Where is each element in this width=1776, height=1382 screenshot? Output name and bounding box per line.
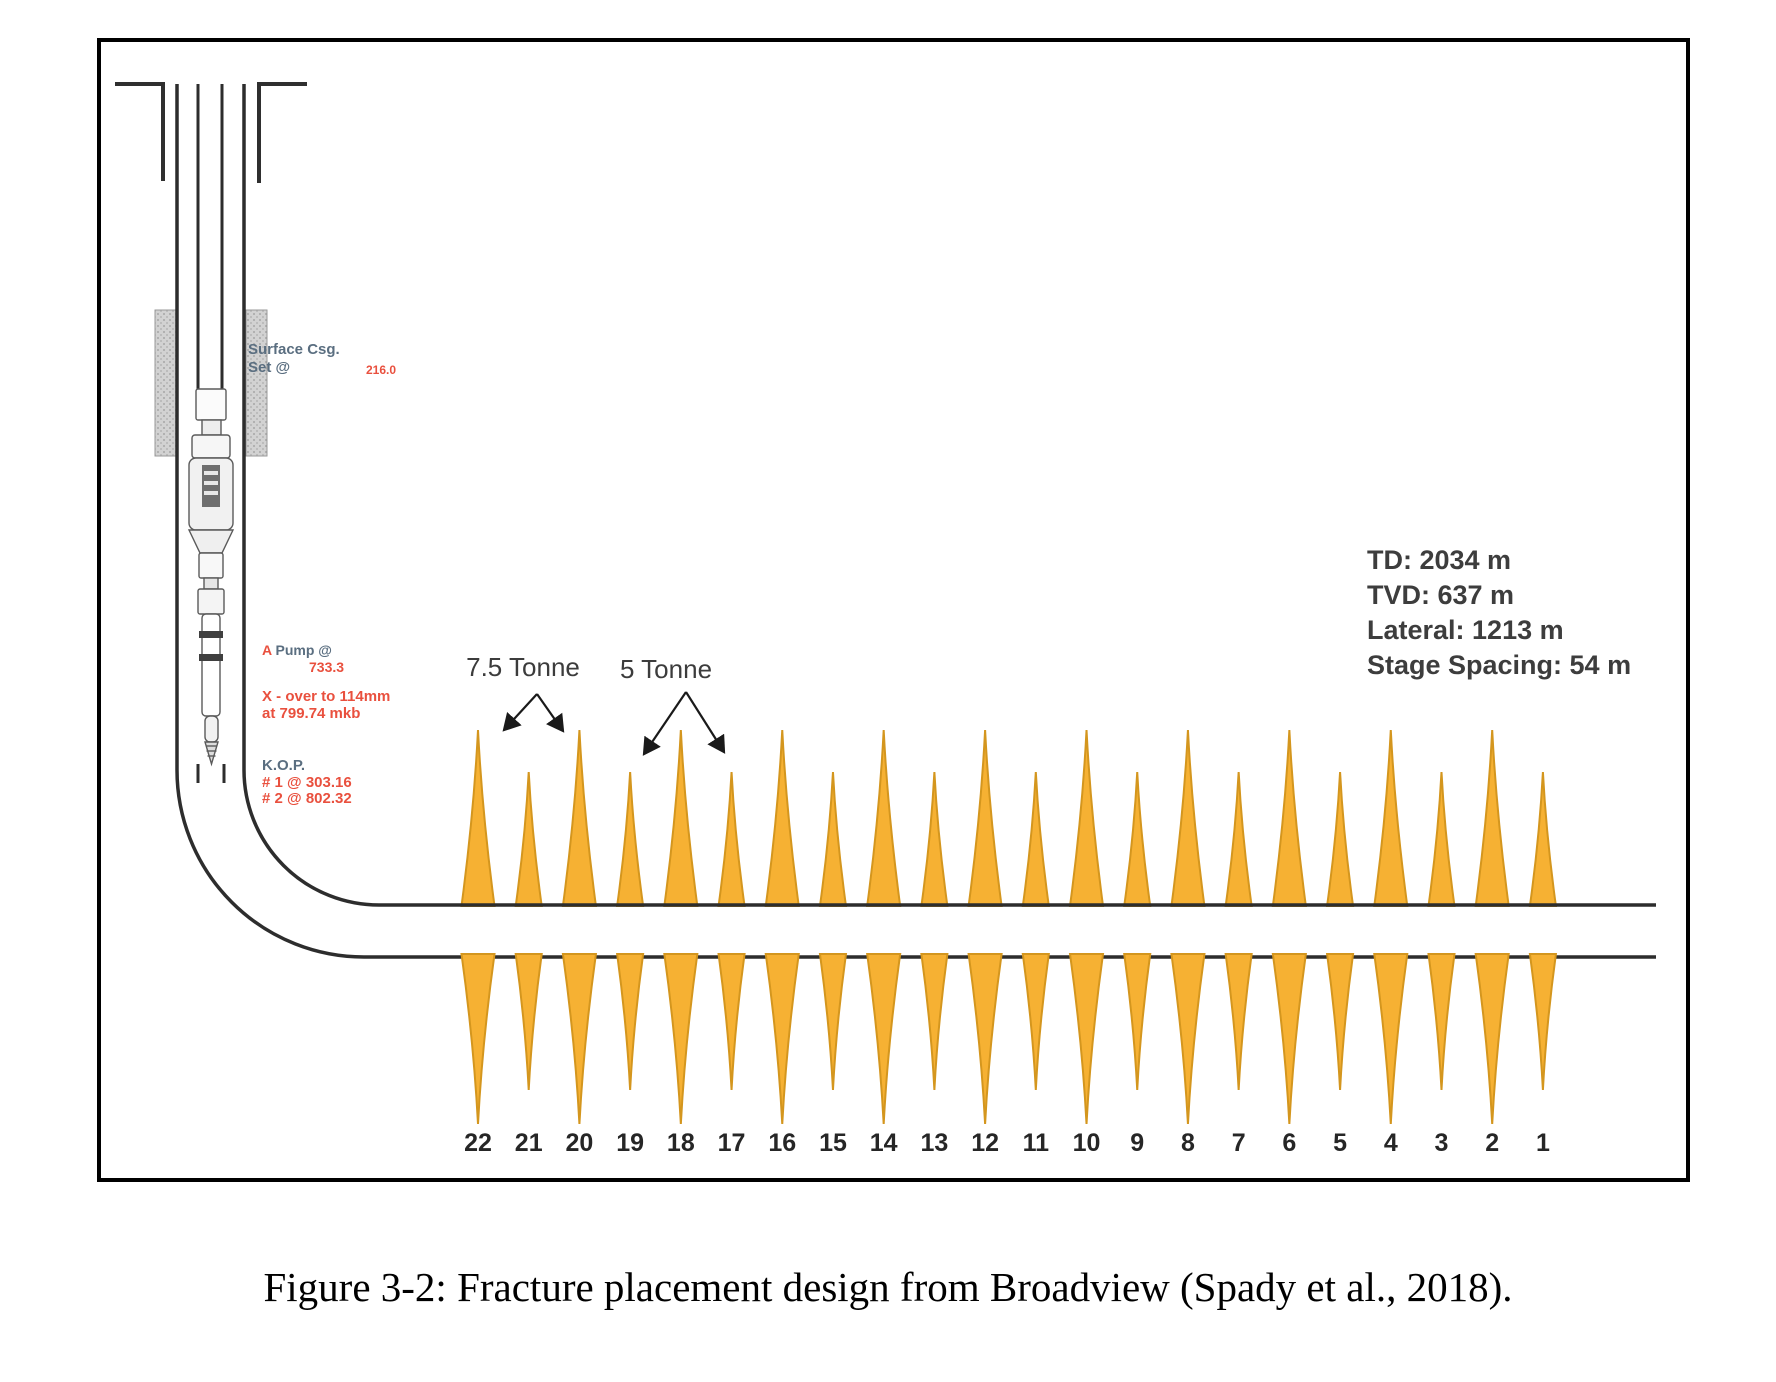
stage-number: 17 — [717, 1129, 746, 1157]
stage-number: 7 — [1231, 1129, 1246, 1157]
pump-label: Pump @ — [275, 642, 332, 658]
tonnage-label-small: 5 Tonne — [619, 654, 713, 684]
pump-depth: 733.3 — [309, 659, 345, 675]
surface-casing-depth: 216.0 — [366, 363, 397, 377]
tonnage-label-large: 7.5 Tonne — [466, 652, 580, 682]
well-info-lateral: Lateral: 1213 m — [1367, 615, 1564, 645]
crossover-label-line2: at 799.74 mkb — [262, 705, 361, 722]
surface-casing-label-line2: Set @ — [248, 359, 291, 376]
kop-label: K.O.P. — [262, 757, 306, 774]
stage-number: 19 — [616, 1129, 645, 1157]
stage-number: 18 — [666, 1129, 695, 1157]
stage-number: 5 — [1333, 1129, 1348, 1157]
stage-number: 13 — [920, 1129, 949, 1157]
pump-marker: A — [262, 642, 272, 658]
stage-number: 6 — [1282, 1129, 1297, 1157]
stage-number: 15 — [819, 1129, 847, 1157]
pump-label-row — [262, 642, 332, 658]
stage-number: 14 — [869, 1129, 898, 1157]
stage-number: 20 — [565, 1129, 594, 1157]
crossover-label-line1: X - over to 114mm — [262, 688, 391, 705]
stage-number: 10 — [1072, 1129, 1101, 1157]
surface-casing-label-line1: Surface Csg. — [248, 341, 340, 358]
stage-number: 4 — [1383, 1129, 1398, 1157]
stage-number: 22 — [464, 1129, 492, 1157]
well-info-block — [1367, 543, 1631, 683]
stage-number: 9 — [1130, 1129, 1145, 1157]
stage-number: 2 — [1485, 1129, 1500, 1157]
figure-caption: Figure 3-2: Fracture placement design from Broadview (Spady et al., 2018). — [263, 1264, 1513, 1310]
stage-number: 21 — [514, 1129, 543, 1157]
stage-number: 8 — [1180, 1129, 1195, 1157]
well-info-stage-spacing: Stage Spacing: 54 m — [1367, 650, 1632, 680]
stage-number: 16 — [768, 1129, 797, 1157]
stage-number: 12 — [971, 1129, 999, 1157]
kop-entry-2: # 2 @ 802.32 — [262, 790, 352, 807]
kop-entry-1: # 1 @ 303.16 — [262, 774, 352, 791]
stage-number: 3 — [1434, 1129, 1449, 1157]
stage-number: 11 — [1022, 1129, 1050, 1157]
well-info-tvd: TVD: 637 m — [1367, 580, 1515, 610]
well-info-td: TD: 2034 m — [1367, 545, 1512, 575]
stage-number: 1 — [1535, 1129, 1550, 1157]
